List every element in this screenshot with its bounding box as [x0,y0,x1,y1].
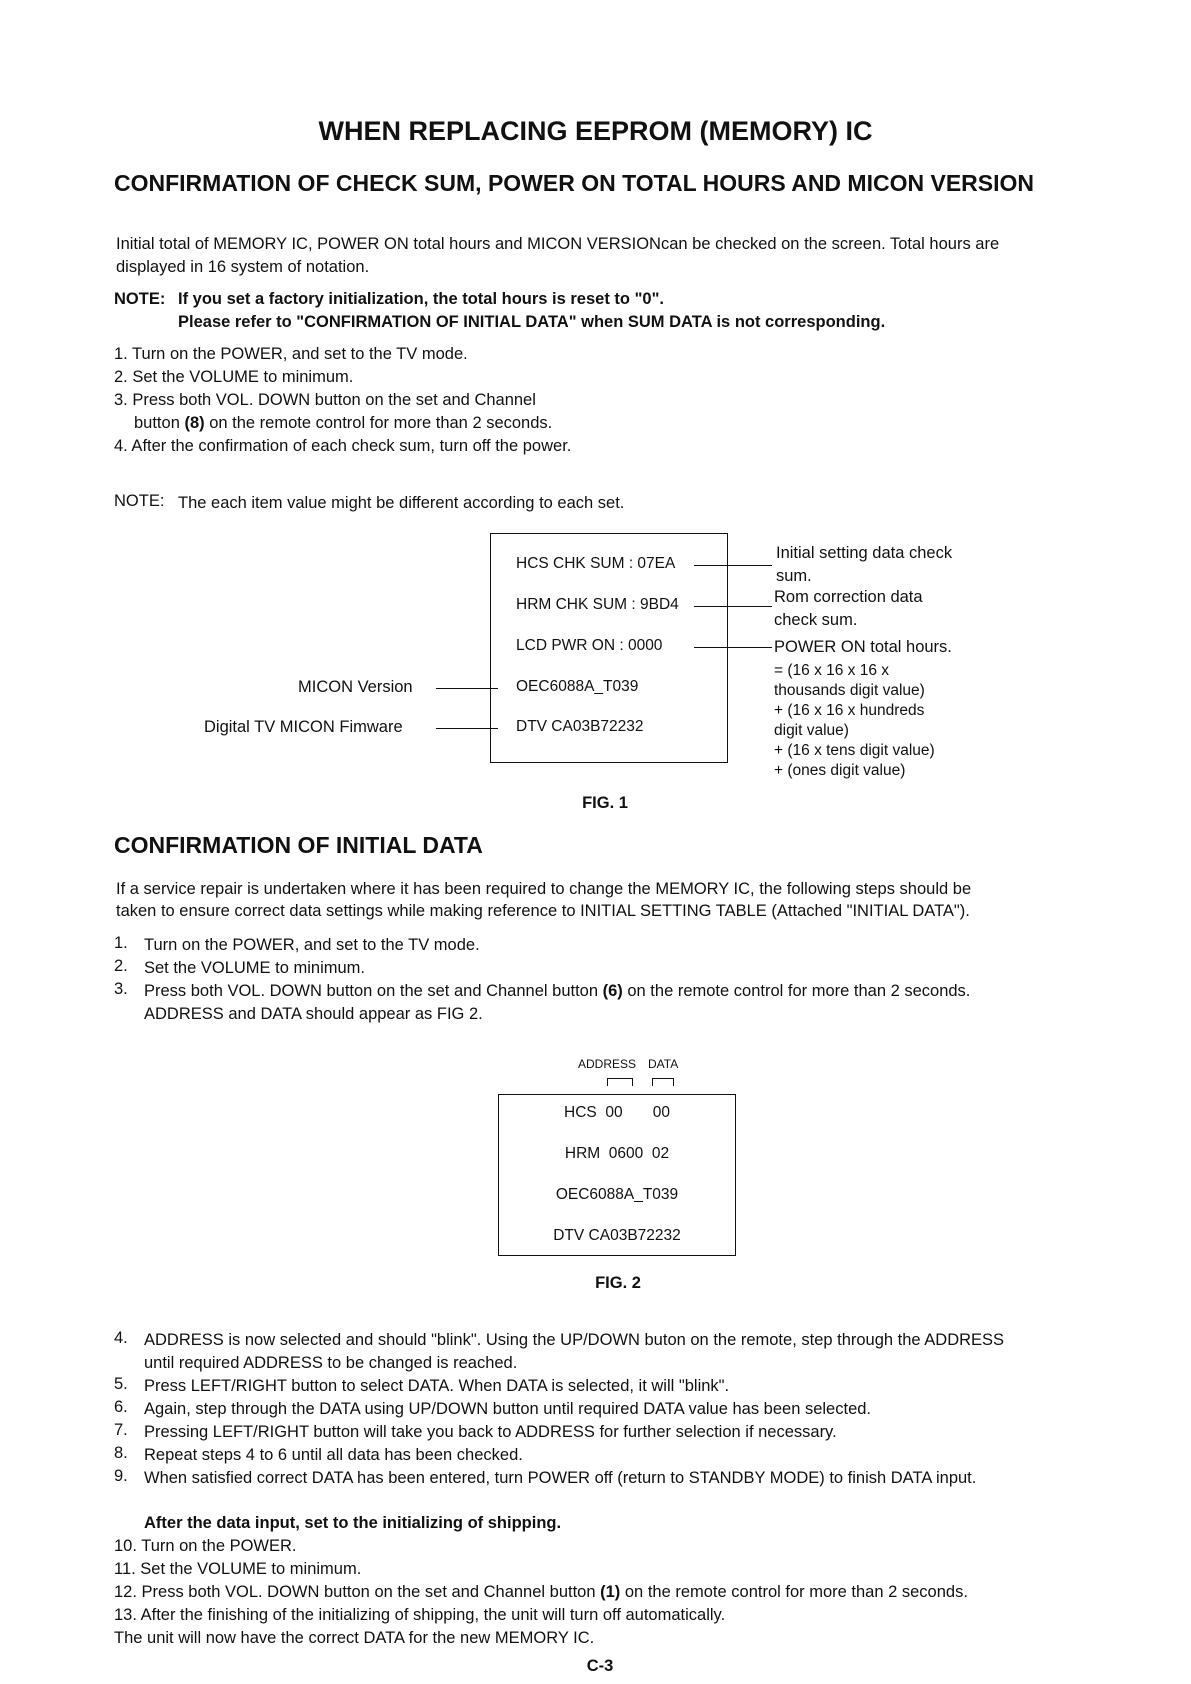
fig2-oec-line: OEC6088A_T039 [555,1186,679,1203]
fig1-formula: + (ones digit value) [774,762,906,779]
note-label: NOTE: [114,492,165,510]
fig2-address-label: ADDRESS [578,1057,637,1071]
fig1-micon-label: MICON Version [298,678,413,696]
step-number: 5. [114,1375,128,1393]
note-text: Please refer to "CONFIRMATION OF INITIAL DATA" when SUM DATA is not corresponding. [178,313,886,331]
fig1-digital-label: Digital TV MICON Fimware [204,718,403,736]
step-item: 12. Press both VOL. DOWN button on the set and Channel button (1) on the remote control for more than 2 seconds. [114,1583,968,1601]
step-item: Set the VOLUME to minimum. [144,959,365,977]
step-item: 4. After the confirmation of each check sum, turn off the power. [114,437,572,455]
fig1-formula: = (16 x 16 x 16 x [774,662,890,679]
final-note: The unit will now have the correct DATA for the new MEMORY IC. [114,1629,595,1647]
page-title: WHEN REPLACING EEPROM (MEMORY) IC [318,116,873,146]
fig1-hcs-line: HCS CHK SUM : 07EA [516,555,676,572]
note-label: NOTE: [114,290,166,308]
step-number: 3. [114,980,128,998]
fig2-address-bracket [607,1078,633,1086]
step-item: Pressing LEFT/RIGHT button will take you back to ADDRESS for further selection if necessary. [144,1423,837,1441]
page-number: C-3 [586,1657,614,1675]
leader-line [436,728,498,729]
fig2-data-bracket [652,1078,674,1086]
step-number: 8. [114,1444,128,1462]
fig1-hrm-line: HRM CHK SUM : 9BD4 [516,596,679,613]
fig2-data-label: DATA [648,1057,679,1071]
intro-text-line: taken to ensure correct data settings while making reference to INITIAL SETTING TABLE (Attached "INITIAL DATA"). [116,902,970,920]
fig1-hcs-desc: sum. [776,567,812,585]
fig2-hrm-line: HRM 0600 02 [564,1145,670,1162]
shipping-heading: After the data input, set to the initializing of shipping. [144,1514,562,1532]
fig1-hrm-desc: Rom correction data [774,588,923,606]
step-item: button (8) on the remote control for more than 2 seconds. [134,414,553,432]
fig1-pwr-desc: POWER ON total hours. [774,638,952,656]
step-item: 2. Set the VOLUME to minimum. [114,368,354,386]
fig1-oec-line: OEC6088A_T039 [516,678,639,695]
step-item: 1. Turn on the POWER, and set to the TV mode. [114,345,468,363]
leader-line [436,688,498,689]
note-text: If you set a factory initialization, the total hours is reset to "0". [178,290,664,308]
intro-text-line: Initial total of MEMORY IC, POWER ON total hours and MICON VERSIONcan be checked on the screen. Total hours are [116,235,1000,253]
fig2-dtv-line: DTV CA03B72232 [553,1227,681,1244]
fig1-hrm-desc: check sum. [774,611,858,629]
step-number: 7. [114,1421,128,1439]
fig1-lcd-line: LCD PWR ON : 0000 [516,637,663,654]
section-heading-initial-data: CONFIRMATION OF INITIAL DATA [114,832,483,858]
note-text: The each item value might be different according to each set. [178,494,625,512]
step-item: Press LEFT/RIGHT button to select DATA. When DATA is selected, it will "blink". [144,1377,730,1395]
step-number: 1. [114,934,128,952]
fig1-dtv-line: DTV CA03B72232 [516,718,644,735]
fig1-formula: thousands digit value) [774,682,925,699]
step-number: 9. [114,1467,128,1485]
step-number: 4. [114,1329,128,1347]
step-number: 2. [114,957,128,975]
fig1-formula: digit value) [774,722,849,739]
fig1-formula: + (16 x tens digit value) [774,742,935,759]
step-item: When satisfied correct DATA has been entered, turn POWER off (return to STANDBY MODE) to finish DATA input. [144,1469,977,1487]
fig2-caption: FIG. 2 [595,1274,641,1292]
section-heading-checksum: CONFIRMATION OF CHECK SUM, POWER ON TOTAL HOURS AND MICON VERSION [114,170,1034,196]
step-item: ADDRESS and DATA should appear as FIG 2. [144,1005,483,1023]
fig1-hcs-desc: Initial setting data check [776,544,953,562]
leader-line [694,565,772,566]
step-item: Turn on the POWER, and set to the TV mode. [144,936,480,954]
step-item: until required ADDRESS to be changed is reached. [144,1354,518,1372]
step-item: 10. Turn on the POWER. [114,1537,297,1555]
step-item: Press both VOL. DOWN button on the set and Channel button (6) on the remote control for more than 2 seconds. [144,982,971,1000]
step-item: 11. Set the VOLUME to minimum. [114,1560,362,1578]
step-item: ADDRESS is now selected and should "blink". Using the UP/DOWN buton on the remote, step through the ADDRESS [144,1331,1005,1349]
step-number: 6. [114,1398,128,1416]
fig2-hcs-line: HCS 00 00 [564,1104,670,1121]
fig1-caption: FIG. 1 [582,794,628,812]
intro-text-line: If a service repair is undertaken where it has been required to change the MEMORY IC, the following steps should be [116,880,972,898]
leader-line [694,647,772,648]
step-item: Repeat steps 4 to 6 until all data has been checked. [144,1446,523,1464]
step-item: 3. Press both VOL. DOWN button on the set and Channel [114,391,536,409]
step-item: Again, step through the DATA using UP/DOWN button until required DATA value has been selected. [144,1400,872,1418]
step-item: 13. After the finishing of the initializing of shipping, the unit will turn off automatically. [114,1606,726,1624]
leader-line [694,606,772,607]
fig1-formula: + (16 x 16 x hundreds [774,702,925,719]
intro-text-line: displayed in 16 system of notation. [116,258,370,276]
